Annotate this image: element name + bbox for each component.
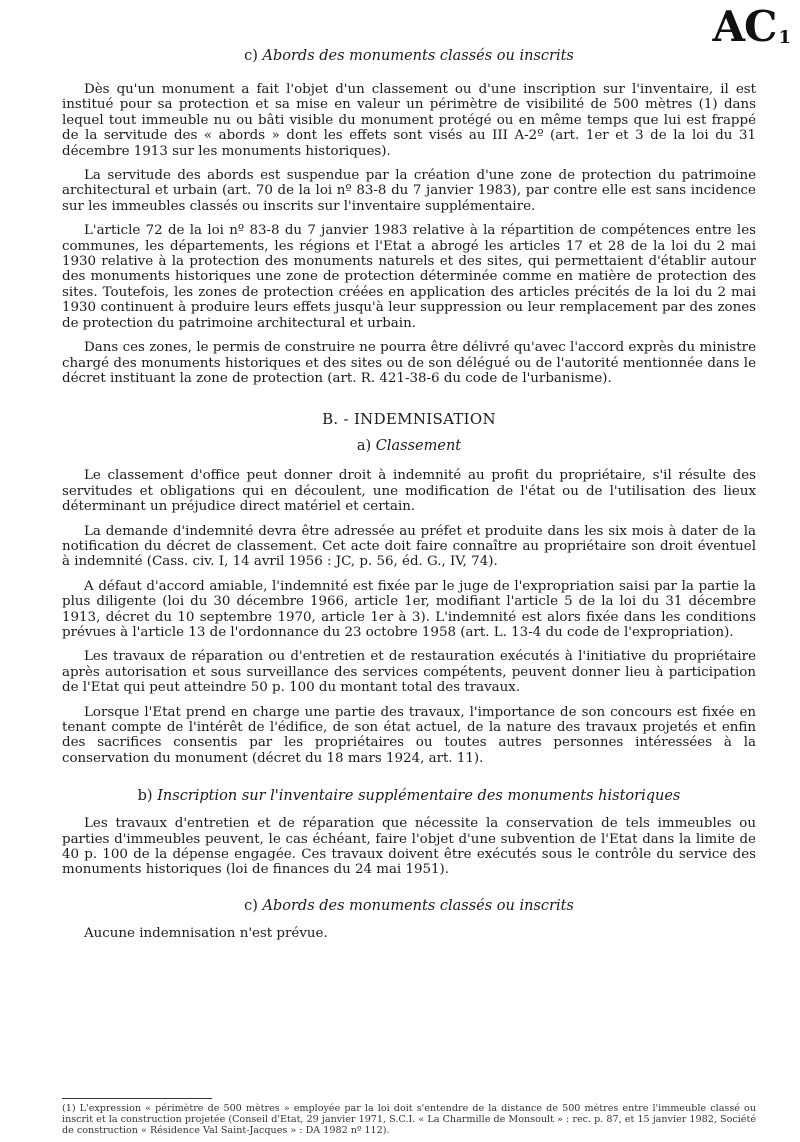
paragraph: La servitude des abords est suspendue par la création d'une zone de protection du patrimoine architectural et urbain (art. 70 de la loi nº 83-8 du 7 janvier 1983), par contre elle est sans incidence sur les immeubles classés ou inscrits sur l'inventaire supplémentaire.	[62, 168, 756, 214]
paragraph: Dès qu'un monument a fait l'objet d'un classement ou d'une inscription sur l'inventaire, il est institué pour sa protection et sa mise en valeur un périmètre de visibilité de 500 mètres (1) dans lequel tout immeuble nu ou bâti visible du monument protégé ou en même temps que lui est frappé de la servitude des « abords » dont les effets sont visés au III A-2º (art. 1er et 3 de la loi du 31 décembre 1913 sur les monuments historiques).	[62, 82, 756, 159]
paragraph: A défaut d'accord amiable, l'indemnité est fixée par le juge de l'expropriation saisi par la partie la plus diligente (loi du 30 décembre 1966, article 1er, modifiant l'article 5 de la loi du 31 décembre 1913, décret du 10 septembre 1970, article 1er à 3). L'indemnité est alors fixée dans les conditions prévues à l'article 13 de l'ordonnance du 23 octobre 1958 (art. L. 13-4 du code de l'expropriation).	[62, 578, 756, 640]
section-label: a)	[356, 438, 372, 455]
paragraph: Dans ces zones, le permis de construire ne pourra être délivré qu'avec l'accord exprès du ministre chargé des monuments historiques et des sites ou de son délégué ou de l'autorité mentionnée dans le décret instituant la zone de protection (art. R. 421-38-6 du code de l'urbanisme).	[62, 340, 756, 386]
footnote	[62, 1098, 756, 1136]
section-title: Inscription sur l'inventaire supplémentaire des monuments historiques	[157, 788, 681, 805]
badge-number: 1	[778, 27, 790, 48]
paragraph: Le classement d'office peut donner droit à indemnité au profit du propriétaire, s'il résulte des servitudes et obligations qui en découlent, une modification de l'état ou de l'utilisation des lieux déterminant un préjudice direct matériel et certain.	[62, 468, 756, 515]
paragraph: Les travaux d'entretien et de réparation que nécessite la conservation de tels immeubles ou parties d'immeubles peuvent, le cas échéant, faire l'objet d'une subvention de l'Etat dans la limite de 40 p. 100 de la dépense engagée. Ces travaux doivent être exécutés sous le contrôle du service des monuments historiques (loi de finances du 24 mai 1951).	[62, 816, 756, 878]
paragraph: L'article 72 de la loi nº 83-8 du 7 janvier 1983 relative à la répartition de compétences entre les communes, les départements, les régions et l'Etat a abrogé les articles 17 et 28 de la loi du 2 mai 1930 relative à la protection des monuments naturels et des sites, qui permettaient d'établir autour des monuments historiques une zone de protection déterminée comme en matière de protection des sites. Toutefois, les zones de protection créées en application des articles précités de la loi du 2 mai 1930 continuent à produire leurs effets jusqu'à leur suppression ou leur remplacement par des zones de protection du patrimoine architectural et urbain.	[62, 223, 756, 331]
section-title: Classement	[375, 438, 462, 455]
document-body	[62, 48, 756, 950]
section-label: c)	[244, 48, 258, 64]
section-title: Abords des monuments classés ou inscrits	[262, 48, 574, 64]
section-heading-inscription	[62, 788, 756, 804]
paragraph: Lorsque l'Etat prend en charge une partie des travaux, l'importance de son concours est fixée en tenant compte de l'intérêt de l'édifice, de son état actuel, de la nature des travaux projetés et enfin des sacrifices consentis par les propriétaires ou toutes autres personnes intéressées à la conservation du monument (décret du 18 mars 1924, art. 11).	[62, 704, 756, 766]
paragraph: La demande d'indemnité devra être adressée au préfet et produite dans les six mois à dater de la notification du décret de classement. Cet acte doit faire connaître au propriétaire son droit éventuel à indemnité (Cass. civ. I, 14 avril 1956 : JC, p. 56, éd. G., IV, 74).	[62, 523, 756, 570]
paragraph: Les travaux de réparation ou d'entretien et de restauration exécutés à l'initiative du propriétaire après autorisation et sous surveillance des services compétents, peuvent donner lieu à participation de l'Etat qui peut atteindre 50 p. 100 du montant total des travaux.	[62, 649, 756, 696]
section-label: c)	[244, 897, 258, 914]
section-label: b)	[137, 788, 153, 805]
section-heading-abords	[62, 48, 756, 64]
section-heading-indemnisation: B. - INDEMNISATION	[322, 410, 496, 429]
document-code-badge	[712, 2, 790, 51]
badge-code: AC	[712, 2, 777, 51]
section-title: Abords des monuments classés ou inscrits	[262, 897, 574, 914]
section-heading-abords-indemnisation	[62, 898, 756, 914]
section-heading-classement	[62, 438, 756, 454]
footnote-text: (1) L'expression « périmètre de 500 mètres » employée par la loi doit s'entendre de la distance de 500 mètres entre l'immeuble classé ou inscrit et la construction projetée (Conseil d'Etat, 29 janvier 1971, S.C.I. « La Charmille de Monsoult » : rec. p. 87, et 15 janvier 1982, Société de construction « Résidence Val Saint-Jacques » : DA 1982 nº 112).	[62, 1103, 756, 1136]
paragraph: Aucune indemnisation n'est prévue.	[84, 925, 328, 941]
footnote-divider	[62, 1098, 212, 1099]
